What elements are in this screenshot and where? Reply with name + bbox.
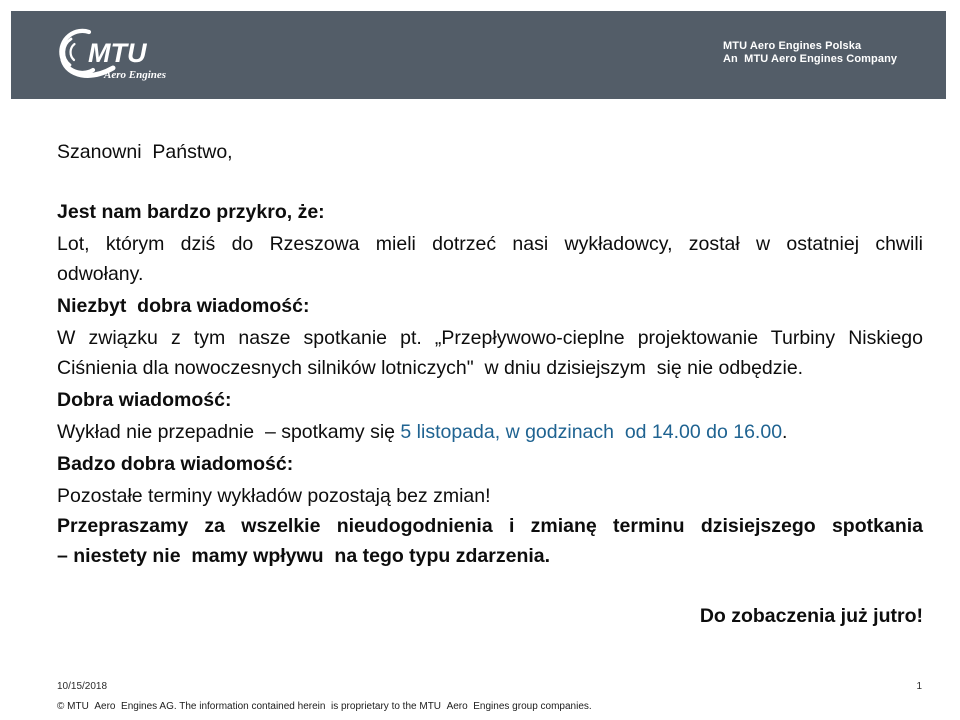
heading-very-good-news: Badzo dobra wiadomość:	[57, 453, 294, 475]
paragraph-line: – niestety nie mamy wpływu na tego typu zdarzenia.	[57, 545, 551, 567]
closing-line: Do zobaczenia już jutro!	[699, 605, 923, 627]
paragraph-flight-cancelled	[57, 229, 923, 289]
mtu-logo-icon	[56, 25, 176, 89]
logo-brand-text: MTU	[88, 38, 147, 68]
company-line2: An MTU Aero Engines Company	[723, 53, 898, 65]
heading-good-news: Dobra wiadomość:	[57, 389, 232, 411]
new-date-suffix: .	[782, 421, 788, 443]
heading-not-good-news: Niezbyt dobra wiadomość:	[57, 295, 310, 317]
footer-copyright: © MTU Aero Engines AG. The information contained herein is proprietary to the MTU Aero Engines group companies.	[57, 701, 592, 712]
paragraph-apology	[57, 511, 923, 571]
paragraph-line: odwołany.	[57, 263, 144, 285]
new-date-prefix: Wykład nie przepadnie – spotkamy się	[57, 421, 401, 443]
footer-page-number: 1	[916, 681, 922, 692]
footer-date: 10/15/2018	[57, 681, 108, 692]
company-name-block	[723, 40, 897, 66]
company-line1: MTU Aero Engines Polska	[723, 40, 862, 52]
new-date-highlight: 5 listopada, w godzinach od 14.00 do 16.00	[400, 421, 783, 443]
paragraph-new-date	[57, 417, 923, 447]
paragraph-meeting-cancelled	[57, 323, 923, 383]
paragraph-line: W związku z tym nasze spotkanie pt. „Przepływowo-cieplne projektowanie Turbiny Niskiego	[57, 327, 923, 349]
greeting-line: Szanowni Państwo,	[57, 141, 233, 163]
paragraph-other-dates: Pozostałe terminy wykładów pozostają bez zmian!	[57, 485, 491, 507]
logo-sub-text: Aero Engines	[104, 69, 167, 81]
paragraph-line: Lot, którym dziś do Rzeszowa mieli dotrzeć nasi wykładowcy, został w ostatniej chwili	[57, 233, 923, 255]
paragraph-line: Ciśnienia dla nowoczesnych silników lotniczych" w dniu dzisiejszym się nie odbędzie.	[57, 357, 804, 379]
paragraph-line: Przepraszamy za wszelkie nieudogodnienia i zmianę terminu dzisiejszego spotkania	[57, 515, 923, 537]
heading-sorry: Jest nam bardzo przykro, że:	[57, 201, 325, 223]
header-band	[11, 11, 946, 99]
